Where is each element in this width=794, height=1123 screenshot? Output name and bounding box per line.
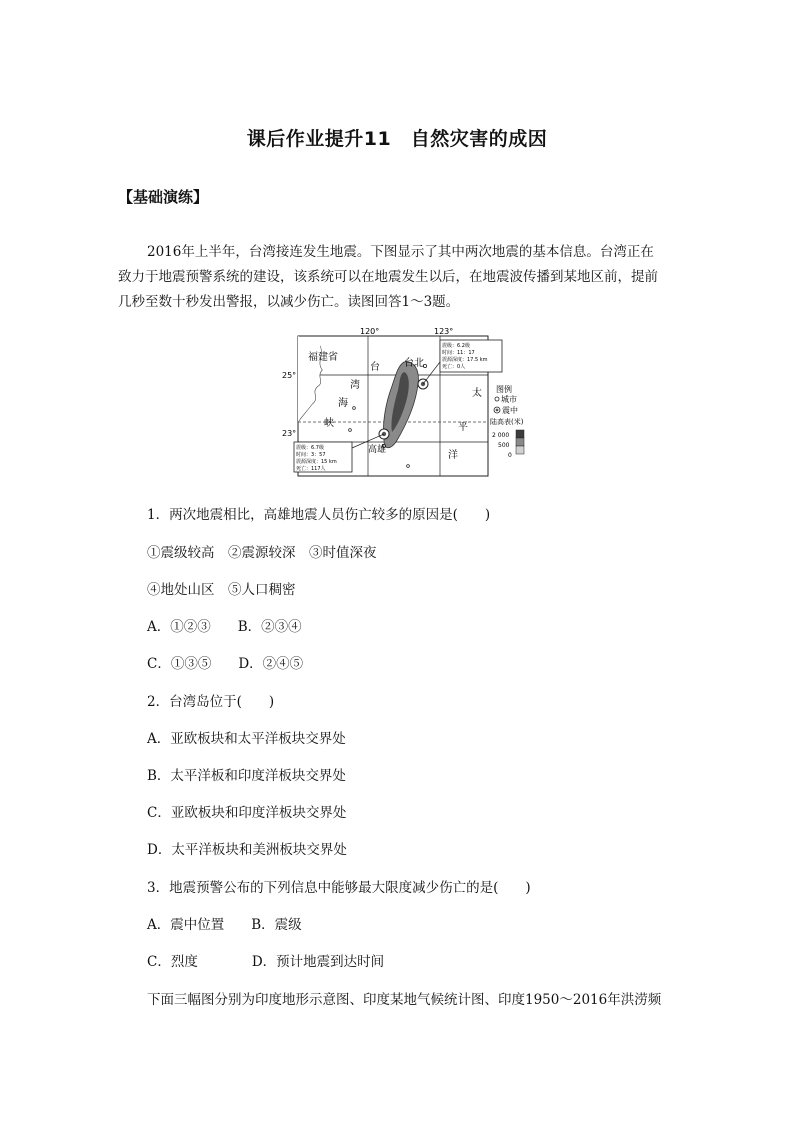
svg-text:时间：11：17: 时间：11：17 [442, 350, 475, 356]
label-tai: 台 [370, 362, 380, 373]
svg-text:500: 500 [498, 442, 510, 449]
label-xia: 峡 [324, 418, 334, 429]
q1-items-b: ④地处山区 ⑤人口稠密 [147, 582, 296, 598]
label-ping: 平 [458, 422, 468, 433]
question-3: 3．地震预警公布的下列信息中能够最大限度减少伤亡的是( ) [147, 880, 531, 896]
svg-text:2 000: 2 000 [492, 432, 510, 439]
label-wan: 湾 [350, 380, 360, 391]
label-yang: 洋 [448, 450, 458, 461]
q3-options-ab: A．震中位置 B．震级 [147, 917, 302, 933]
taiwan-earthquake-map [280, 326, 530, 478]
svg-text:震级：6.7级: 震级：6.7级 [296, 445, 324, 451]
intro-line-1: 2016年上半年，台湾接连发生地震。下图显示了其中两次地震的基本信息。台湾正在 [147, 244, 654, 260]
trailing-paragraph: 下面三幅图分别为印度地形示意图、印度某地气候统计图、印度1950～2016年洪涝频 [147, 992, 662, 1008]
lat-25: 25° [282, 371, 297, 380]
q1-options-cd: C．①③⑤ D．②④⑤ [147, 656, 304, 672]
q2-option-b: B．太平洋板和印度洋板块交界处 [147, 768, 346, 784]
label-tai2: 太 [472, 388, 482, 399]
lon-123: 123° [434, 327, 454, 336]
intro-line-3: 几秒至数十秒发出警报，以减少伤亡。读图回答1～3题。 [118, 294, 460, 310]
q3-options-cd: C．烈度 D．预计地震到达时间 [147, 954, 385, 970]
q2-option-c: C．亚欧板块和印度洋板块交界处 [147, 805, 347, 821]
q2-option-a: A．亚欧板块和太平洋板块交界处 [147, 731, 346, 747]
label-hai: 海 [338, 398, 348, 409]
lon-120: 120° [360, 327, 380, 336]
svg-text:死亡：117人: 死亡：117人 [296, 466, 326, 472]
label-fujian: 福建省 [308, 352, 338, 363]
section-heading: 【基础演练】 [118, 188, 209, 206]
svg-text:时间：3：57: 时间：3：57 [296, 452, 326, 458]
svg-text:死亡：0人: 死亡：0人 [442, 364, 466, 370]
svg-text:震源深度：15 km: 震源深度：15 km [296, 459, 337, 465]
intro-line-2: 致力于地震预警系统的建设，该系统可以在地震发生以后，在地震波传播到某地区前，提前 [118, 269, 658, 285]
svg-text:震源深度：17.5 km: 震源深度：17.5 km [442, 357, 488, 363]
q2-option-d: D．太平洋板块和美洲板块交界处 [147, 842, 347, 858]
legend-city-icon [495, 397, 499, 401]
label-gaoxiong: 高雄 [368, 445, 387, 455]
legend-epicenter: 震中 [502, 406, 518, 415]
svg-text:震级：6.2级: 震级：6.2级 [442, 343, 470, 349]
svg-text:0: 0 [508, 452, 512, 459]
legend-title: 图例 [496, 385, 512, 394]
legend-city: 城市 [501, 395, 517, 404]
legend-elevation: 陆高表(米) [490, 418, 524, 426]
page-title: 课后作业提升11 自然灾害的成因 [246, 128, 548, 150]
lat-23: 23° [282, 429, 297, 438]
label-taibei: 台北 [404, 358, 424, 369]
q1-items-a: ①震级较高 ②震源较深 ③时值深夜 [147, 545, 377, 561]
question-1: 1．两次地震相比，高雄地震人员伤亡较多的原因是( ) [147, 507, 491, 523]
question-2: 2．台湾岛位于( ) [147, 694, 275, 710]
q1-options-ab: A．①②③ B．②③④ [147, 619, 302, 635]
